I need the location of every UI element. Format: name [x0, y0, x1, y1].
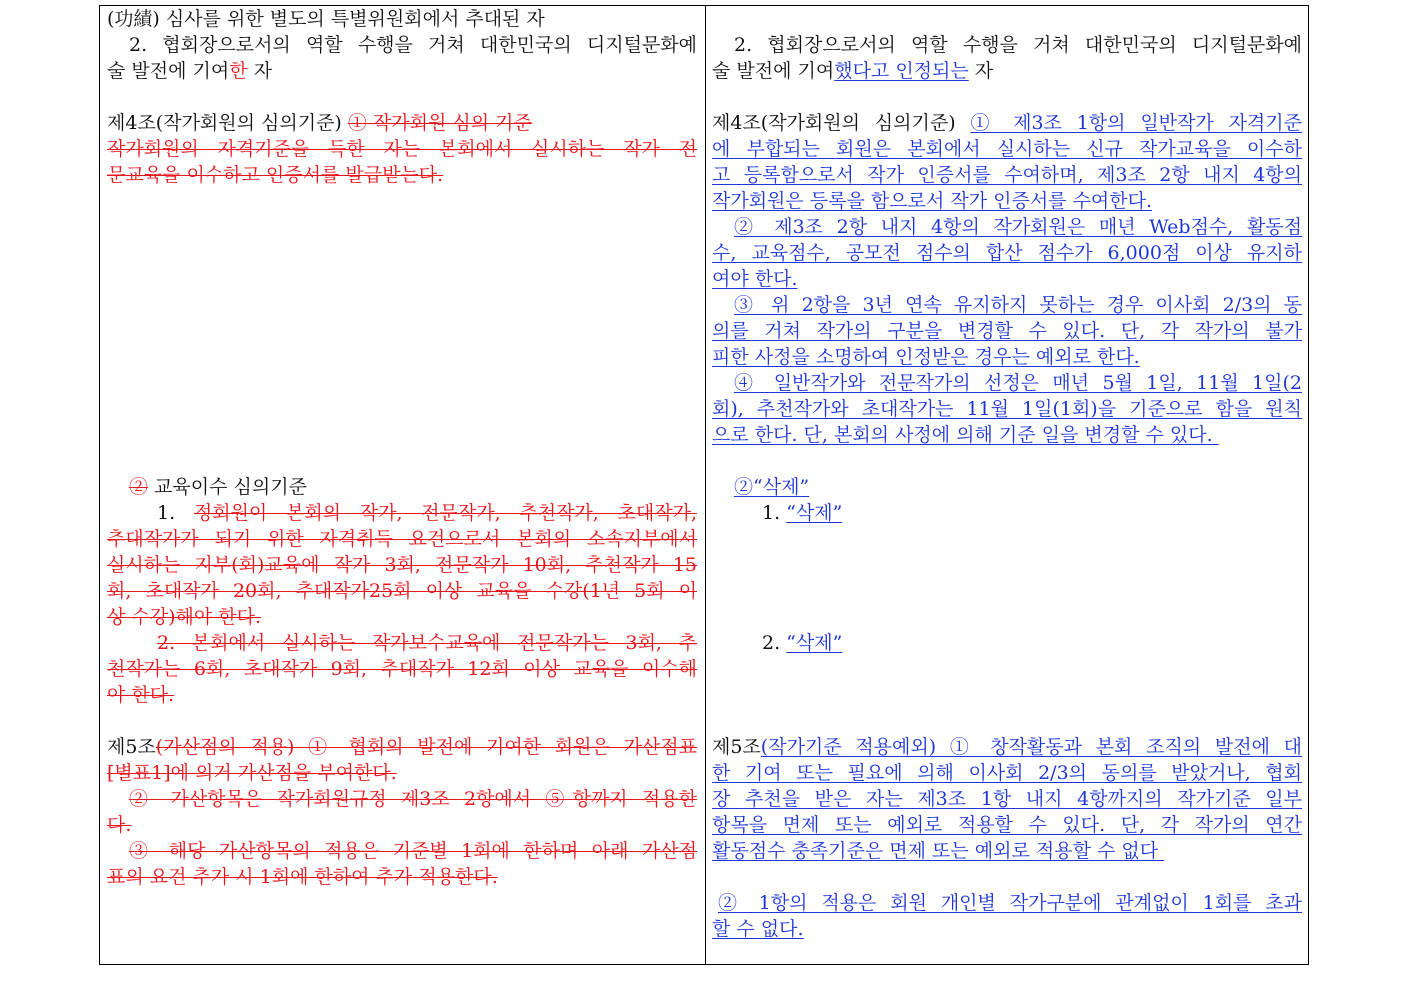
left-a5-line-6: 표의 요건 추가 시 1회에 한하여 추가 적용한다. — [107, 866, 498, 888]
left-article-5 — [107, 734, 697, 890]
right-a4-line-1: 제4조(작가회원의 심의기준) ① 제3조 1항의 일반작가 자격기준 — [712, 112, 1302, 134]
left-article-4 — [107, 110, 697, 188]
right-a4-p3-line-2: 의를 거쳐 작가의 구분을 변경할 수 있다. 단, 각 작가의 불가 — [712, 320, 1302, 342]
left-edu1-line-1: 1. 정회원이 본회의 작가, 전문작가, 추천작가, 초대작가, — [157, 502, 697, 524]
left-a5-line-1: 제5조(가산점의 적용) ① 협회의 발전에 기여한 회원은 가산점표 — [107, 736, 697, 758]
left-a4-line-1: 제4조(작가회원의 심의기준) ① 작가회원 심의 기준 — [107, 112, 532, 134]
left-a5-line-4: 다. — [107, 814, 132, 836]
left-intro-block — [107, 6, 697, 84]
right-a5-line-1: 제5조(작가기준 적용예외) ① 창작활동과 본회 조직의 발전에 대 — [712, 736, 1302, 758]
left-line-1: (功績) 심사를 위한 별도의 특별위원회에서 추대된 자 — [107, 8, 545, 30]
right-line-2: 2. 협회장으로서의 역할 수행을 거쳐 대한민국의 디지털문화예 — [734, 34, 1302, 56]
right-a5-line-3: 장 추천을 받은 자는 제3조 1항 내지 4항까지의 작가기준 일부 — [712, 788, 1302, 810]
right-a4-p4-line-2: 회), 추천작가와 초대작가는 11월 1일(1회)을 기준으로 함을 원칙 — [712, 398, 1302, 420]
right-deleted-education — [712, 474, 1302, 656]
left-edu1-line-4: 회, 초대작가 20회, 추대작가25회 이상 교육을 수강(1년 5회 이 — [107, 580, 697, 602]
right-a4-line-2: 에 부합되는 회원은 본회에서 실시하는 신규 작가교육을 이수하 — [712, 138, 1302, 160]
left-edu1-line-2: 추대작가가 되기 위한 자격취득 요건으로서 본회의 소속지부에서 — [107, 528, 697, 550]
comparison-table — [99, 5, 1309, 965]
right-a4-p4-line-3: 으로 한다. 단, 본회의 사정에 의해 기준 일을 변경할 수 있다. — [712, 424, 1219, 446]
right-a4-line-3: 고 등록함으로서 작가 인증서를 수여하며, 제3조 2항 내지 4항의 — [712, 164, 1302, 186]
right-del-2-2: 2. “삭제” — [762, 632, 843, 654]
right-a4-line-4: 작가회원은 등록을 함으로서 작가 인증서를 수여한다. — [712, 190, 1153, 212]
right-a5-p2-line-1: ② 1항의 적용은 회원 개인별 작가구분에 관계없이 1회를 초과 — [718, 892, 1302, 914]
left-a5-line-5: ③ 해당 가산항목의 적용은 기준별 1회에 한하며 아래 가산점 — [129, 840, 697, 862]
left-a5-line-2: [별표1]에 의거 가산점을 부여한다. — [107, 762, 397, 784]
right-a5-p2-line-2: 할 수 없다. — [712, 918, 804, 940]
right-a5-line-5: 활동점수 충족기준은 면제 또는 예외로 적용할 수 없다 — [712, 840, 1165, 862]
right-a5-line-2: 한 기여 또는 필요에 의해 이사회 2/3의 동의를 받았거나, 협회 — [712, 762, 1302, 784]
right-a4-p4-line-1: ④ 일반작가와 전문작가의 선정은 매년 5월 1일, 11월 1일(2 — [734, 372, 1302, 394]
left-line-2: 2. 협회장으로서의 역할 수행을 거쳐 대한민국의 디지털문화예 — [129, 34, 697, 56]
left-edu2-line-2: 천작가는 6회, 초대작가 9회, 추대작가 12회 이상 교육을 이수해 — [107, 658, 697, 680]
right-article-5 — [712, 734, 1302, 942]
left-edu-title: ② 교육이수 심의기준 — [129, 476, 307, 498]
right-a4-p3-line-1: ③ 위 2항을 3년 연속 유지하지 못하는 경우 이사회 2/3의 동 — [734, 294, 1302, 316]
left-edu2-line-3: 야 한다. — [107, 684, 175, 706]
right-del-2: ②“삭제” — [734, 476, 810, 498]
column-divider — [705, 6, 706, 964]
right-del-2-1: 1. “삭제” — [762, 502, 843, 524]
left-a4-line-3: 문교육을 이수하고 인증서를 발급받는다. — [107, 164, 444, 186]
right-intro-block — [712, 32, 1302, 84]
left-edu1-line-5: 상 수강)해야 한다. — [107, 606, 262, 628]
left-line-3: 술 발전에 기여한 자 — [107, 60, 272, 82]
left-edu2-line-1: 2. 본회에서 실시하는 작가보수교육에 전문작가는 3회, 추 — [157, 632, 697, 654]
right-a4-p3-line-3: 피한 사정을 소명하여 인정받은 경우는 예외로 한다. — [712, 346, 1140, 368]
right-line-3: 술 발전에 기여했다고 인정되는 자 — [712, 60, 994, 82]
left-education-criteria — [107, 474, 697, 708]
left-a4-line-2: 작가회원의 자격기준을 득한 자는 본회에서 실시하는 작가 전 — [107, 138, 697, 160]
right-a4-p2-line-3: 여야 한다. — [712, 268, 798, 290]
left-edu1-line-3: 실시하는 지부(회)교육에 작가 3회, 전문작가 10회, 추천작가 15 — [107, 554, 697, 576]
left-a5-line-3: ② 가산항목은 작가회원규정 제3조 2항에서 ⑤항까지 적용한 — [129, 788, 697, 810]
right-a5-line-4: 항목을 면제 또는 예외로 적용할 수 있다. 단, 각 작가의 연간 — [712, 814, 1302, 836]
right-a4-p2-line-1: ② 제3조 2항 내지 4항의 작가회원은 매년 Web점수, 활동점 — [734, 216, 1302, 238]
right-a4-p2-line-2: 수, 교육점수, 공모전 점수의 합산 점수가 6,000점 이상 유지하 — [712, 242, 1302, 264]
right-article-4 — [712, 110, 1302, 448]
